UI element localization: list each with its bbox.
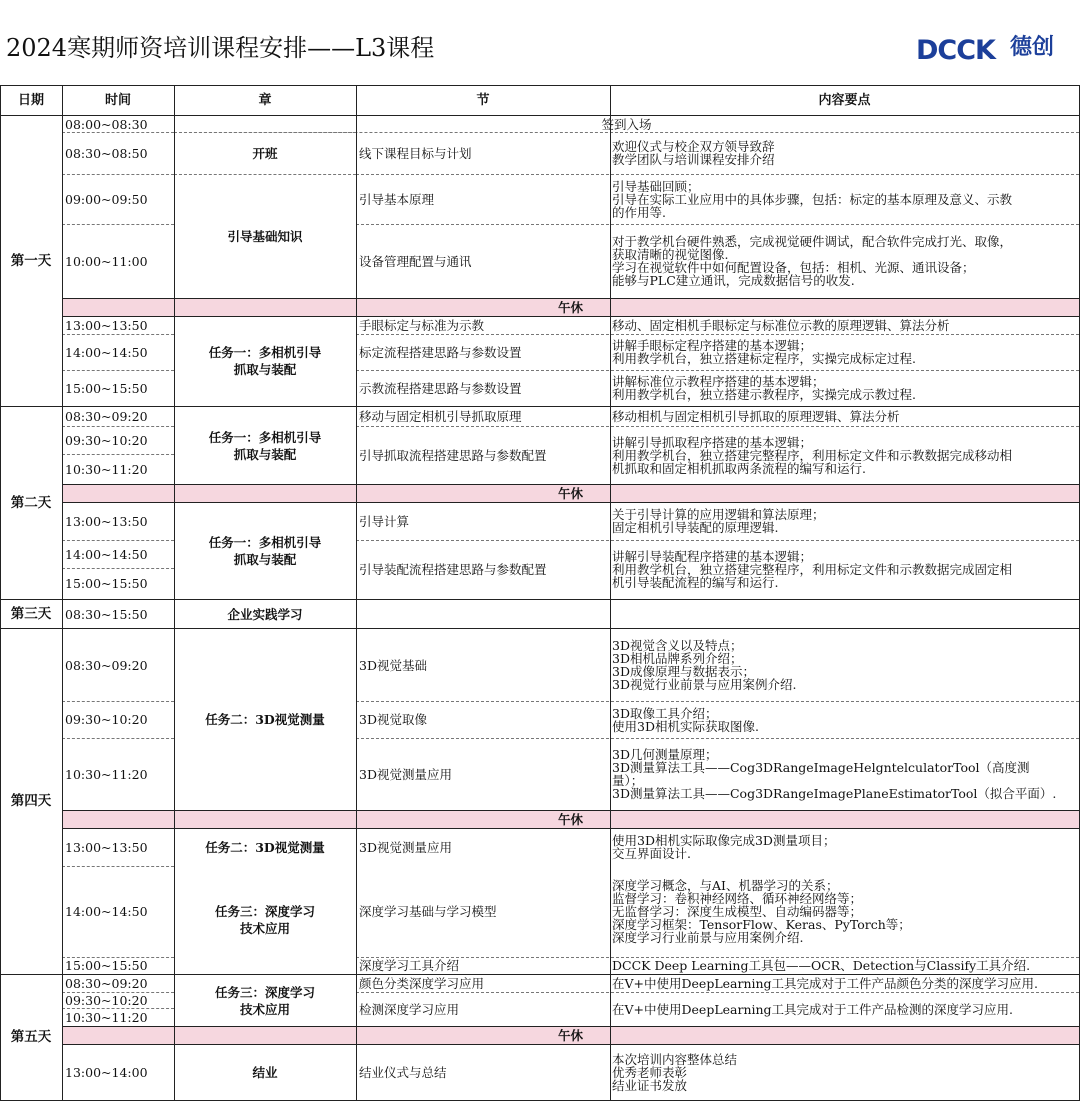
points-cell bbox=[610, 701, 1079, 738]
grid-line bbox=[62, 316, 1080, 317]
points-cell-line: 固定相机引导装配的原理逻辑. bbox=[612, 520, 779, 535]
points-cell bbox=[610, 1044, 1079, 1100]
points-cell bbox=[610, 132, 1079, 174]
time-cell: 15:00~15:50 bbox=[65, 380, 148, 396]
points-cell-line: 利用教学机台，独立搭建完整程序，利用标定文件和示教数据完成固定相 bbox=[612, 562, 1013, 577]
section-cell: 示教流程搭建思路与参数设置 bbox=[359, 380, 522, 396]
grid-line bbox=[356, 174, 1079, 175]
points-cell-line: 能够与PLC建立通讯，完成数据信号的收发. bbox=[612, 273, 855, 288]
chapter-cell-line: 抓取与装配 bbox=[233, 446, 297, 462]
grid-line bbox=[174, 132, 1079, 133]
grid-line bbox=[62, 828, 1080, 829]
chapter-cell: 企业实践学习 bbox=[227, 606, 303, 622]
time-cell: 08:30~08:50 bbox=[65, 145, 148, 161]
points-cell-line: 学习在视觉软件中如何配置设备，包括：相机、光源、通讯设备； bbox=[612, 260, 975, 275]
logo-text: 德创 bbox=[1010, 35, 1055, 60]
points-cell-line: 讲解引导抓取程序搭建的基本逻辑； bbox=[612, 434, 813, 450]
points-cell bbox=[610, 975, 1079, 992]
points-cell-line: 教学团队与培训课程安排介绍 bbox=[612, 152, 775, 167]
grid-line bbox=[174, 85, 175, 1101]
points-cell-line: 使用3D相机实际取像完成3D测量项目； bbox=[612, 833, 836, 848]
points-cell-line: 欢迎仪式与校企双方领导致辞 bbox=[612, 139, 775, 154]
points-cell-line: 引导基础回顾； bbox=[612, 178, 700, 194]
grid-line bbox=[62, 454, 174, 455]
logo-letters: DCCK bbox=[916, 36, 995, 62]
grid-line bbox=[0, 599, 1080, 600]
grid-line bbox=[62, 334, 174, 335]
points-cell-line: 机引导装配流程的编写和运行. bbox=[612, 575, 779, 590]
points-cell-line: 讲解标准位示教程序搭建的基本逻辑； bbox=[612, 374, 825, 389]
header-points: 内容要点 bbox=[818, 92, 871, 108]
chapter-cell: 开班 bbox=[252, 145, 278, 161]
points-cell-line: 机抓取和固定相机抓取两条流程的编写和运行. bbox=[612, 460, 866, 476]
grid-line bbox=[356, 224, 1079, 225]
time-cell: 14:00~14:50 bbox=[65, 904, 148, 919]
points-cell-line: 无监督学习：深度生成模型、自动编码器等； bbox=[612, 904, 863, 919]
grid-line bbox=[610, 85, 611, 1101]
grid-line bbox=[62, 1044, 1080, 1045]
grid-line bbox=[62, 132, 174, 133]
points-cell bbox=[610, 334, 1079, 370]
chapter-cell-line: 任务三：深度学习 bbox=[214, 984, 315, 1000]
section-cell: 移动与固定相机引导抓取原理 bbox=[359, 409, 522, 424]
time-cell: 13:00~13:50 bbox=[65, 513, 148, 529]
section-cell: 3D视觉测量应用 bbox=[359, 766, 452, 782]
time-cell: 08:00~08:30 bbox=[65, 116, 148, 132]
points-cell-line: 深度学习行业前景与应用案例介绍. bbox=[612, 930, 804, 945]
points-cell-line: 深度学习框架：TensorFlow、Keras、PyTorch等； bbox=[612, 917, 911, 932]
chapter-cell-line: 抓取与装配 bbox=[233, 362, 297, 377]
time-cell: 15:00~15:50 bbox=[65, 958, 148, 973]
chapter-cell bbox=[174, 316, 356, 406]
points-cell bbox=[610, 957, 1079, 974]
section-cell: 标定流程搭建思路与参数设置 bbox=[359, 344, 522, 360]
header-time: 时间 bbox=[104, 92, 131, 108]
time-cell: 10:30~11:20 bbox=[65, 1009, 148, 1025]
section-cell: 深度学习基础与学习模型 bbox=[359, 904, 497, 919]
points-cell-line: 量）； bbox=[612, 773, 644, 788]
section-cell: 引导抓取流程搭建思路与参数配置 bbox=[359, 447, 547, 463]
section-cell: 线下课程目标与计划 bbox=[359, 145, 472, 161]
chapter-cell bbox=[174, 975, 356, 1026]
points-cell-line: 使用3D相机实际获取图像. bbox=[612, 718, 759, 734]
points-cell bbox=[610, 540, 1079, 599]
section-cell: 检测深度学习应用 bbox=[359, 1001, 460, 1017]
points-cell-line: 深度学习概念，与AI、机器学习的关系； bbox=[612, 878, 839, 893]
points-cell-line: 的作用等. bbox=[612, 204, 666, 220]
points-cell-line: 对于教学机台硬件熟悉，完成视觉硬件调试，配合软件完成打光、取像， bbox=[612, 234, 1013, 249]
grid-line bbox=[62, 992, 174, 993]
section-cell: 引导基本原理 bbox=[359, 191, 435, 207]
time-cell: 10:00~11:00 bbox=[65, 253, 148, 269]
grid-line bbox=[62, 568, 174, 569]
grid-line bbox=[0, 115, 1080, 116]
points-cell bbox=[610, 828, 1079, 866]
chapter-cell: 结业 bbox=[252, 1064, 278, 1080]
schedule-table bbox=[0, 84, 1080, 1100]
grid-line bbox=[356, 85, 357, 1101]
points-cell-line: 在V+中使用DeepLearning工具完成对于工件产品检测的深度学习应用. bbox=[612, 1001, 1014, 1017]
points-cell bbox=[610, 316, 1079, 334]
points-cell bbox=[610, 174, 1079, 224]
chapter-cell bbox=[174, 866, 356, 974]
points-cell bbox=[610, 629, 1079, 701]
points-cell-line: 移动、固定相机手眼标定与标准位示教的原理逻辑、算法分析 bbox=[612, 317, 950, 333]
grid-line bbox=[356, 426, 1079, 427]
section-cell: 引导装配流程搭建思路与参数配置 bbox=[359, 562, 547, 577]
chapter-cell-line: 任务一：多相机引导 bbox=[208, 429, 322, 445]
points-cell-line: 交互界面设计. bbox=[612, 846, 691, 861]
grid-line bbox=[62, 738, 174, 739]
time-cell: 15:00~15:50 bbox=[65, 576, 148, 591]
points-cell-line: 利用教学机台，独立搭建示教程序，实操完成示教过程. bbox=[612, 387, 916, 402]
header-chapter: 章 bbox=[258, 92, 272, 108]
points-cell-line: 优秀老师表彰 bbox=[612, 1064, 688, 1080]
points-cell bbox=[610, 738, 1079, 810]
time-cell: 13:00~13:50 bbox=[65, 839, 148, 855]
chapter-cell-line: 任务一：多相机引导 bbox=[208, 534, 322, 550]
grid-line bbox=[356, 738, 1079, 739]
time-cell: 09:30~10:20 bbox=[65, 992, 148, 1008]
time-cell: 13:00~14:00 bbox=[65, 1064, 148, 1080]
grid-line bbox=[356, 540, 1079, 541]
grid-line bbox=[62, 224, 174, 225]
grid-line bbox=[62, 540, 174, 541]
grid-line bbox=[62, 1008, 174, 1009]
points-cell bbox=[610, 502, 1079, 540]
points-cell-line: 本次培训内容整体总结 bbox=[612, 1051, 738, 1067]
time-cell: 09:30~10:20 bbox=[65, 432, 148, 448]
time-cell: 10:30~11:20 bbox=[65, 766, 148, 782]
grid-line bbox=[62, 866, 174, 867]
day-label: 第五天 bbox=[10, 1029, 52, 1045]
chapter-cell: 任务二：3D视觉测量 bbox=[205, 839, 325, 855]
time-cell: 10:30~11:20 bbox=[65, 461, 148, 477]
points-cell-line: 3D成像原理与数据表示； bbox=[612, 664, 755, 679]
grid-line bbox=[62, 426, 174, 427]
chapter-cell-line: 抓取与装配 bbox=[233, 551, 297, 567]
lunch-break: 午休 bbox=[62, 484, 1079, 502]
header-section: 节 bbox=[476, 92, 490, 108]
chapter-cell-line: 任务三：深度学习 bbox=[214, 904, 315, 919]
points-cell-line: 结业证书发放 bbox=[612, 1077, 688, 1093]
grid-line bbox=[62, 810, 1080, 811]
header-day: 日期 bbox=[17, 92, 44, 108]
points-cell-line: 利用教学机台，独立搭建标定程序，实操完成标定过程. bbox=[612, 351, 916, 366]
points-cell-line: 讲解手眼标定程序搭建的基本逻辑； bbox=[612, 338, 813, 353]
time-cell: 08:30~09:20 bbox=[65, 657, 148, 673]
chapter-cell-line: 任务一：多相机引导 bbox=[208, 345, 322, 360]
grid-line bbox=[356, 957, 1079, 958]
points-cell bbox=[610, 866, 1079, 957]
points-cell-line: DCCK Deep Learning工具包——OCR、Detection与Classify工具介绍. bbox=[612, 958, 1031, 973]
points-cell-line: 关于引导计算的应用逻辑和算法原理； bbox=[612, 507, 825, 522]
points-cell bbox=[610, 407, 1079, 426]
grid-line bbox=[174, 174, 356, 175]
signin-cell: 签到入场 bbox=[601, 116, 652, 132]
points-cell-line: 引导在实际工业应用中的具体步骤，包括：标定的基本原理及意义、示教 bbox=[612, 191, 1013, 207]
grid-line bbox=[0, 974, 1080, 975]
points-cell bbox=[610, 224, 1079, 298]
points-cell-line: 3D几何测量原理； bbox=[612, 747, 718, 762]
chapter-cell bbox=[174, 502, 356, 599]
section-cell: 设备管理配置与通讯 bbox=[359, 253, 472, 269]
lunch-break: 午休 bbox=[62, 810, 1079, 828]
section-cell: 3D视觉取像 bbox=[359, 712, 427, 727]
time-cell: 08:30~09:20 bbox=[65, 976, 148, 991]
grid-line bbox=[356, 334, 1079, 335]
grid-line bbox=[62, 298, 1080, 299]
day-label: 第三天 bbox=[10, 605, 52, 622]
points-cell-empty bbox=[610, 600, 1079, 628]
points-cell-line: 获取清晰的视觉图像. bbox=[612, 247, 729, 262]
section-cell: 颜色分类深度学习应用 bbox=[359, 976, 485, 991]
chapter-cell: 引导基础知识 bbox=[227, 228, 303, 244]
grid-line bbox=[62, 502, 1080, 503]
section-cell: 3D视觉测量应用 bbox=[359, 839, 452, 855]
grid-line bbox=[62, 957, 174, 958]
grid-line bbox=[62, 85, 63, 1101]
section-cell: 3D视觉基础 bbox=[359, 657, 427, 673]
points-cell-line: 移动相机与固定相机引导抓取的原理逻辑、算法分析 bbox=[612, 409, 900, 424]
time-cell: 09:30~10:20 bbox=[65, 712, 148, 727]
chapter-cell-line: 技术应用 bbox=[239, 921, 290, 936]
time-cell: 13:00~13:50 bbox=[65, 317, 148, 333]
points-cell bbox=[610, 426, 1079, 484]
grid-line bbox=[356, 701, 1079, 702]
lunch-break: 午休 bbox=[62, 1026, 1079, 1044]
section-cell: 深度学习工具介绍 bbox=[359, 958, 460, 973]
grid-line bbox=[356, 992, 1079, 993]
points-cell-line: 利用教学机台，独立搭建完整程序，利用标定文件和示教数据完成移动相 bbox=[612, 447, 1013, 463]
points-cell-line: 3D测量算法工具——Cog3DRangeImagePlaneEstimatorTool（拟合平面）. bbox=[612, 786, 1057, 801]
grid-line bbox=[0, 628, 1080, 629]
grid-line bbox=[0, 406, 1080, 407]
day-label: 第四天 bbox=[10, 793, 52, 809]
grid-line bbox=[356, 370, 1079, 371]
chapter-cell bbox=[174, 407, 356, 484]
time-cell: 08:30~15:50 bbox=[65, 606, 148, 622]
page-title: 2024寒期师资培训课程安排——L3课程 bbox=[6, 34, 435, 62]
chapter-cell-line: 技术应用 bbox=[239, 1001, 290, 1017]
section-cell: 引导计算 bbox=[359, 513, 410, 529]
time-cell: 09:00~09:50 bbox=[65, 191, 148, 207]
section-cell: 手眼标定与标准为示教 bbox=[359, 317, 485, 333]
section-cell: 结业仪式与总结 bbox=[359, 1064, 447, 1080]
lunch-break: 午休 bbox=[62, 298, 1079, 316]
grid-line bbox=[0, 85, 1, 1101]
grid-line bbox=[62, 484, 1080, 485]
section-cell-empty bbox=[356, 600, 610, 628]
grid-line bbox=[62, 1026, 1080, 1027]
points-cell-line: 讲解引导装配程序搭建的基本逻辑； bbox=[612, 549, 813, 564]
grid-line bbox=[62, 701, 174, 702]
chapter-cell: 任务二：3D视觉测量 bbox=[205, 712, 325, 727]
points-cell-line: 3D视觉行业前景与应用案例介绍. bbox=[612, 677, 797, 692]
time-cell: 08:30~09:20 bbox=[65, 409, 148, 424]
time-cell: 14:00~14:50 bbox=[65, 344, 148, 360]
grid-line bbox=[0, 85, 1080, 86]
points-cell bbox=[610, 370, 1079, 406]
grid-line bbox=[62, 370, 174, 371]
day-label: 第二天 bbox=[10, 494, 52, 511]
points-cell-line: 3D取像工具介绍； bbox=[612, 705, 718, 721]
points-cell-line: 3D相机品牌系列介绍； bbox=[612, 651, 743, 666]
grid-line bbox=[62, 174, 174, 175]
points-cell-line: 3D视觉含义以及特点； bbox=[612, 638, 743, 653]
day-label: 第一天 bbox=[10, 252, 52, 269]
points-cell bbox=[610, 992, 1079, 1026]
time-cell: 14:00~14:50 bbox=[65, 546, 148, 562]
points-cell-line: 在V+中使用DeepLearning工具完成对于工件产品颜色分类的深度学习应用. bbox=[612, 976, 1039, 991]
points-cell-line: 3D测量算法工具——Cog3DRangeImageHelgntelculatorTool（高度测 bbox=[612, 760, 1030, 775]
points-cell-line: 监督学习：卷积神经网络、循环神经网络等； bbox=[612, 891, 863, 906]
